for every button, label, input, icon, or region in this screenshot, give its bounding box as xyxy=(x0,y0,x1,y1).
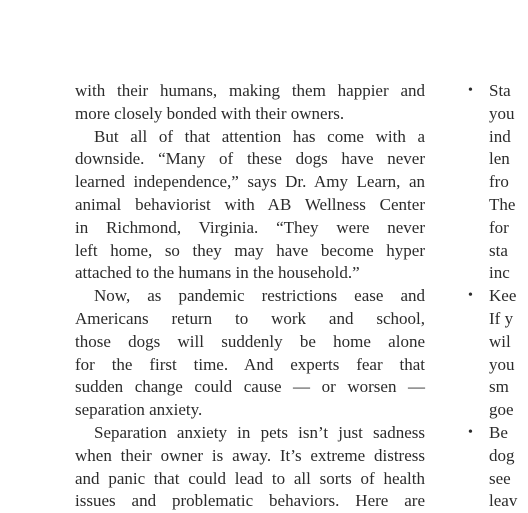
bullet-text-line: wil xyxy=(489,331,511,351)
bullet-item xyxy=(468,285,528,422)
bullet-text-line: Be xyxy=(489,422,508,442)
text-line: with their humans, making them happier and xyxy=(75,81,425,100)
bullet-text-line: for xyxy=(489,217,509,237)
text-line: and panic that could lead to all sorts of health xyxy=(75,468,425,488)
bullet-item xyxy=(468,422,528,513)
text-line: when their owner is away. It’s extreme distress xyxy=(75,445,425,465)
text-line: Now, as pandemic restrictions ease and xyxy=(94,286,425,306)
text-line: But all of that attention has come with a xyxy=(94,126,425,146)
bullet-item xyxy=(468,80,528,285)
text-line: left home, so they may have become hyper xyxy=(75,240,425,260)
text-line: downside. “Many of these dogs have never xyxy=(75,149,425,169)
text-line: issues and problematic behaviors. Here are xyxy=(75,491,425,511)
bullet-text-line: Kee xyxy=(489,286,517,306)
text-line: attached to the humans in the household.” xyxy=(75,263,360,283)
bullet-text-line: sta xyxy=(489,240,508,260)
text-line: sudden change could cause — or worsen — xyxy=(75,377,425,397)
text-line: separation anxiety. xyxy=(75,400,203,420)
bullet-text-line: goe xyxy=(489,400,514,420)
bullet-text-line: leav xyxy=(489,491,518,511)
text-line: learned independence,” says Dr. Amy Learn, an xyxy=(75,172,425,192)
bullet-text-line: you xyxy=(489,354,515,374)
text-line: animal behaviorist with AB Wellness Center xyxy=(75,194,425,214)
bullet-text-line: you xyxy=(489,103,515,123)
bullet-text-line: dog xyxy=(489,445,515,465)
bullet-text-line: ind xyxy=(489,126,511,146)
text-line: Separation anxiety in pets isn’t just sadness xyxy=(94,422,425,442)
bullet-text-line: see xyxy=(489,468,511,488)
text-line: those dogs will suddenly be home alone xyxy=(75,331,425,351)
bullet-text-line: len xyxy=(489,149,510,169)
right-column-bullets xyxy=(468,80,528,513)
bullet-icon: • xyxy=(468,424,473,440)
text-line: Americans return to work and school, xyxy=(75,308,425,328)
text-line: in Richmond, Virginia. “They were never xyxy=(75,217,425,237)
bullet-icon: • xyxy=(468,288,473,304)
text-line: more closely bonded with their owners. xyxy=(75,103,345,123)
bullet-text-line: Sta xyxy=(489,81,511,100)
bullet-text-line: sm xyxy=(489,377,509,397)
bullet-icon: • xyxy=(468,83,473,98)
text-line: for the first time. And experts fear that xyxy=(75,354,425,374)
left-column-text xyxy=(75,80,425,513)
bullet-text-line: inc xyxy=(489,263,510,283)
bullet-text-line: If y xyxy=(489,308,514,328)
bullet-text-line: fro xyxy=(489,172,509,192)
bullet-text-line: The xyxy=(489,194,516,214)
